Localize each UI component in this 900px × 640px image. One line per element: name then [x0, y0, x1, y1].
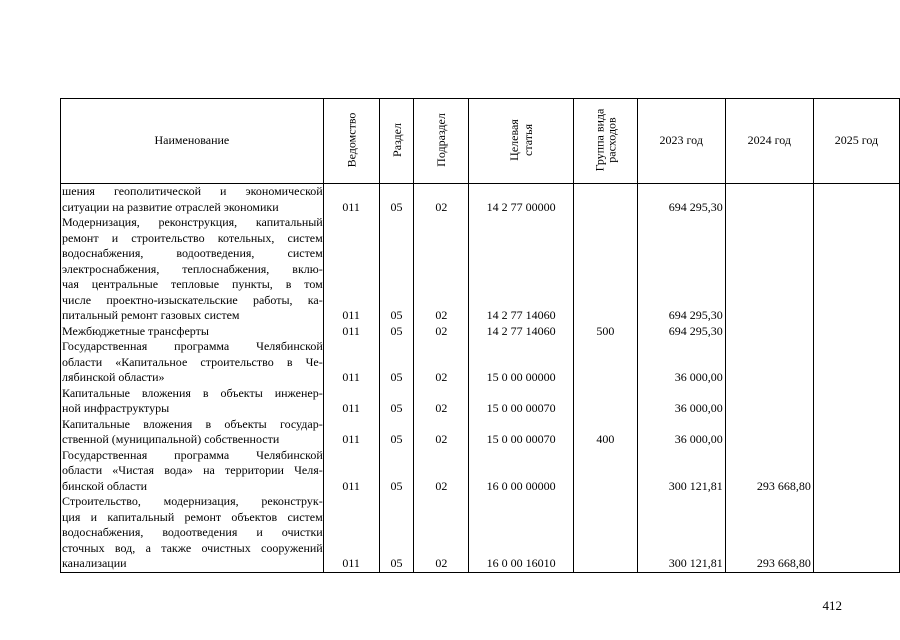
row-celevaya-statya: 15 0 00 00070 — [469, 386, 574, 417]
row-amount-2023: 36 000,00 — [637, 417, 725, 448]
header-celevaya-statya: Целевая статья — [469, 99, 574, 184]
table-row — [61, 386, 900, 417]
row-vedomstvo: 011 — [323, 215, 379, 324]
row-celevaya-statya: 15 0 00 00070 — [469, 417, 574, 448]
page-number: 412 — [822, 598, 842, 613]
row-amount-2023: 36 000,00 — [637, 386, 725, 417]
row-amount-2023: 36 000,00 — [637, 339, 725, 386]
row-amount-2025 — [813, 184, 899, 216]
row-celevaya-statya: 15 0 00 00000 — [469, 339, 574, 386]
row-podrazdel: 02 — [414, 184, 469, 216]
row-razdel: 05 — [379, 339, 414, 386]
table-row — [61, 184, 900, 216]
row-name-line: ция и капитальный ремонт объектов систем — [62, 509, 323, 524]
row-amount-2025 — [813, 324, 899, 340]
row-razdel: 05 — [379, 494, 414, 572]
row-celevaya-statya: 16 0 00 00000 — [469, 448, 574, 495]
row-name-line: сточных вод, а также очистных сооружений — [62, 540, 323, 555]
row-name — [61, 184, 324, 216]
row-razdel: 05 — [379, 417, 414, 448]
row-amount-2023: 300 121,81 — [637, 494, 725, 572]
row-vedomstvo: 011 — [323, 324, 379, 340]
header-2024: 2024 год — [725, 99, 813, 184]
row-gruppa-vida — [574, 448, 638, 495]
row-amount-2023: 694 295,30 — [637, 184, 725, 216]
row-name — [61, 417, 324, 448]
table-row — [61, 448, 900, 495]
row-name — [61, 324, 324, 340]
table-row — [61, 494, 900, 572]
row-gruppa-vida: 500 — [574, 324, 638, 340]
table-row — [61, 417, 900, 448]
row-amount-2024 — [725, 417, 813, 448]
row-amount-2025 — [813, 417, 899, 448]
row-vedomstvo: 011 — [323, 339, 379, 386]
row-name — [61, 386, 324, 417]
row-name-line: числе проектно-изыскательские работы, ка- — [62, 292, 323, 307]
row-name-line: электроснабжения, теплоснабжения, вклю- — [62, 261, 323, 276]
row-gruppa-vida — [574, 184, 638, 216]
row-name-line: Модернизация, реконструкция, капитальный — [62, 215, 323, 229]
row-vedomstvo: 011 — [323, 448, 379, 495]
table-row — [61, 215, 900, 324]
row-amount-2024 — [725, 184, 813, 216]
row-name-line: водоснабжения, водоотведения, систем — [62, 246, 323, 260]
row-amount-2023: 694 295,30 — [637, 324, 725, 340]
header-podrazdel: Подраздел — [414, 99, 469, 184]
header-razdel: Раздел — [379, 99, 414, 184]
row-podrazdel: 02 — [414, 324, 469, 340]
row-name-line: ситуации на развитие отраслей экономики — [62, 199, 279, 214]
row-podrazdel: 02 — [414, 494, 469, 572]
row-amount-2025 — [813, 339, 899, 386]
header-2025: 2025 год — [813, 99, 899, 184]
header-gruppa-vida-rashodov: Группа вида расходов — [574, 99, 638, 184]
row-razdel: 05 — [379, 386, 414, 417]
row-name-line: Государственная программа Челябинской — [62, 447, 323, 462]
row-celevaya-statya: 14 2 77 14060 — [469, 324, 574, 340]
row-name-line: Государственная программа Челябинской — [62, 339, 323, 353]
row-name-line: Капитальные вложения в объекты инженер- — [62, 385, 323, 400]
row-name-line: ственной (муниципальной) собственности — [62, 432, 280, 446]
row-razdel: 05 — [379, 184, 414, 216]
row-razdel: 05 — [379, 324, 414, 340]
row-name-line: области «Чистая вода» на территории Челя- — [62, 463, 323, 477]
row-name — [61, 448, 324, 495]
row-amount-2023: 300 121,81 — [637, 448, 725, 495]
row-vedomstvo: 011 — [323, 386, 379, 417]
row-amount-2024: 293 668,80 — [725, 494, 813, 572]
row-name-line: области «Капитальное строительство в Че- — [62, 354, 323, 369]
row-name-line: ремонт и строительство котельных, систем — [62, 230, 323, 245]
row-name-line: чая центральные тепловые пункты, в том — [62, 277, 323, 291]
row-name-line: водоснабжения, водоотведения и очистки — [62, 525, 323, 539]
row-celevaya-statya: 14 2 77 00000 — [469, 184, 574, 216]
row-gruppa-vida: 400 — [574, 417, 638, 448]
row-podrazdel: 02 — [414, 448, 469, 495]
row-razdel: 05 — [379, 215, 414, 324]
row-vedomstvo: 011 — [323, 184, 379, 216]
header-vedomstvo: Ведомство — [323, 99, 379, 184]
row-celevaya-statya: 14 2 77 14060 — [469, 215, 574, 324]
row-name-line: Капитальные вложения в объекты государ- — [62, 416, 323, 431]
row-gruppa-vida — [574, 215, 638, 324]
row-vedomstvo: 011 — [323, 417, 379, 448]
row-amount-2024 — [725, 215, 813, 324]
row-name — [61, 215, 324, 324]
row-gruppa-vida — [574, 494, 638, 572]
row-amount-2025 — [813, 448, 899, 495]
row-podrazdel: 02 — [414, 339, 469, 386]
row-name-line: лябинской области» — [62, 370, 165, 384]
row-gruppa-vida — [574, 386, 638, 417]
row-amount-2024 — [725, 386, 813, 417]
row-name-line: ной инфраструктуры — [62, 401, 170, 415]
row-amount-2024: 293 668,80 — [725, 448, 813, 495]
row-name-line: питальный ремонт газовых систем — [62, 308, 240, 322]
table-row — [61, 339, 900, 386]
header-2023: 2023 год — [637, 99, 725, 184]
row-amount-2023: 694 295,30 — [637, 215, 725, 324]
row-name — [61, 494, 324, 572]
row-name — [61, 339, 324, 386]
row-name-line: бинской области — [62, 478, 148, 493]
table-row — [61, 324, 900, 340]
row-amount-2025 — [813, 215, 899, 324]
row-amount-2024 — [725, 339, 813, 386]
header-name: Наименование — [61, 99, 324, 184]
row-amount-2024 — [725, 324, 813, 340]
row-amount-2025 — [813, 494, 899, 572]
row-name-line: канализации — [62, 556, 127, 570]
budget-table — [60, 98, 900, 573]
row-gruppa-vida — [574, 339, 638, 386]
row-name-line: шения геополитической и экономической — [62, 184, 323, 198]
row-name-line: Строительство, модернизация, реконструк- — [62, 494, 323, 508]
row-celevaya-statya: 16 0 00 16010 — [469, 494, 574, 572]
row-podrazdel: 02 — [414, 215, 469, 324]
row-name-line: Межбюджетные трансферты — [62, 323, 209, 338]
row-vedomstvo: 011 — [323, 494, 379, 572]
table-header-row — [61, 99, 900, 184]
row-podrazdel: 02 — [414, 417, 469, 448]
row-razdel: 05 — [379, 448, 414, 495]
row-amount-2025 — [813, 386, 899, 417]
row-podrazdel: 02 — [414, 386, 469, 417]
